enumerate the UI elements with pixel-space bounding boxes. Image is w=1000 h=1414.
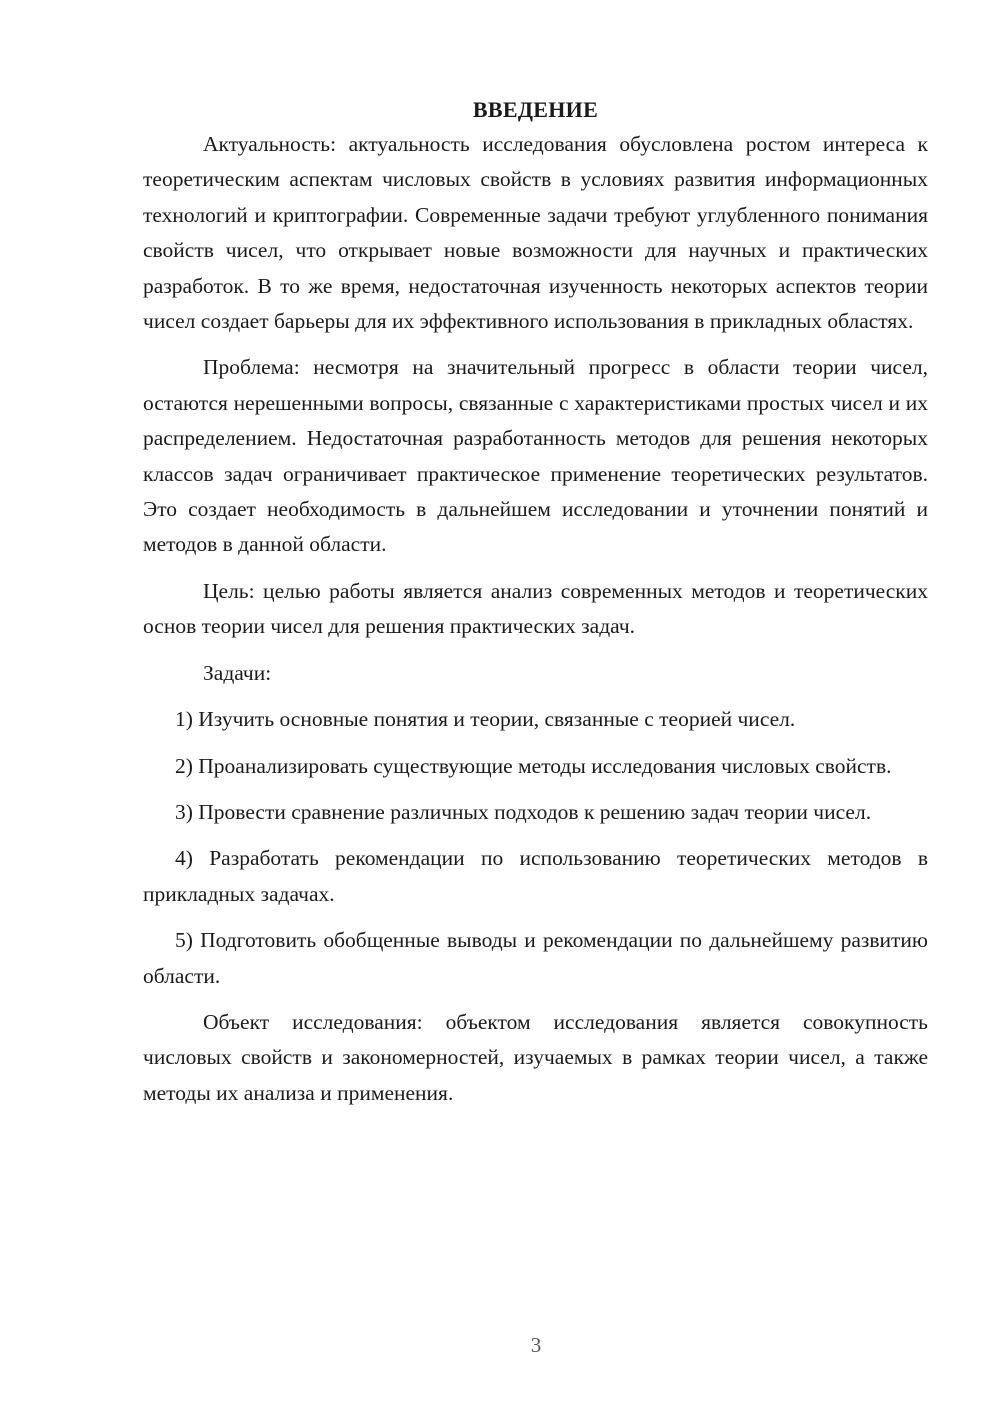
- task-item: 3) Провести сравнение различных подходов к решению задач теории чисел.: [175, 799, 872, 824]
- task-item: 1) Изучить основные понятия и теории, связанные с теорией чисел.: [175, 707, 796, 732]
- task-item: 5) Подготовить обобщенные выводы и рекомендации по дальнейшему развитию области.: [143, 928, 928, 988]
- tasks-heading: Задачи:: [203, 660, 272, 685]
- problem-paragraph: Проблема: несмотря на значительный прогресс в области теории чисел, остаются нерешенными вопросы, связанные с характеристиками простых чисел и их распределением. Недостаточная разработанность методов для решения некоторых классов задач ограничивает практическое применение теоретических результатов. Это создает необходимость в дальнейшем исследовании и уточнении понятий и методов в данной области.: [143, 355, 928, 557]
- task-item: 4) Разработать рекомендации по использованию теоретических методов в прикладных задачах.: [143, 846, 928, 906]
- task-item: 2) Проанализировать существующие методы исследования числовых свойств.: [175, 753, 892, 778]
- document-page: [143, 92, 928, 1122]
- goal-paragraph: Цель: целью работы является анализ современных методов и теоретических основ теории чисел для решения практических задач.: [143, 578, 928, 639]
- relevance-paragraph: Актуальность: актуальность исследования обусловлена ростом интереса к теоретическим аспектам числовых свойств в условиях развития информационных технологий и криптографии. Современные задачи требуют углубленного понимания свойств чисел, что открывает новые возможности для научных и практических разработок. В то же время, недостаточная изученность некоторых аспектов теории чисел создает барьеры для их эффективного использования в прикладных областях.: [143, 132, 928, 334]
- page-number: 3: [530, 1333, 542, 1357]
- object-paragraph: Объект исследования: объектом исследования является совокупность числовых свойств и закономерностей, изучаемых в рамках теории чисел, а также методы их анализа и применения.: [143, 1009, 928, 1105]
- page-title: ВВЕДЕНИЕ: [472, 97, 599, 122]
